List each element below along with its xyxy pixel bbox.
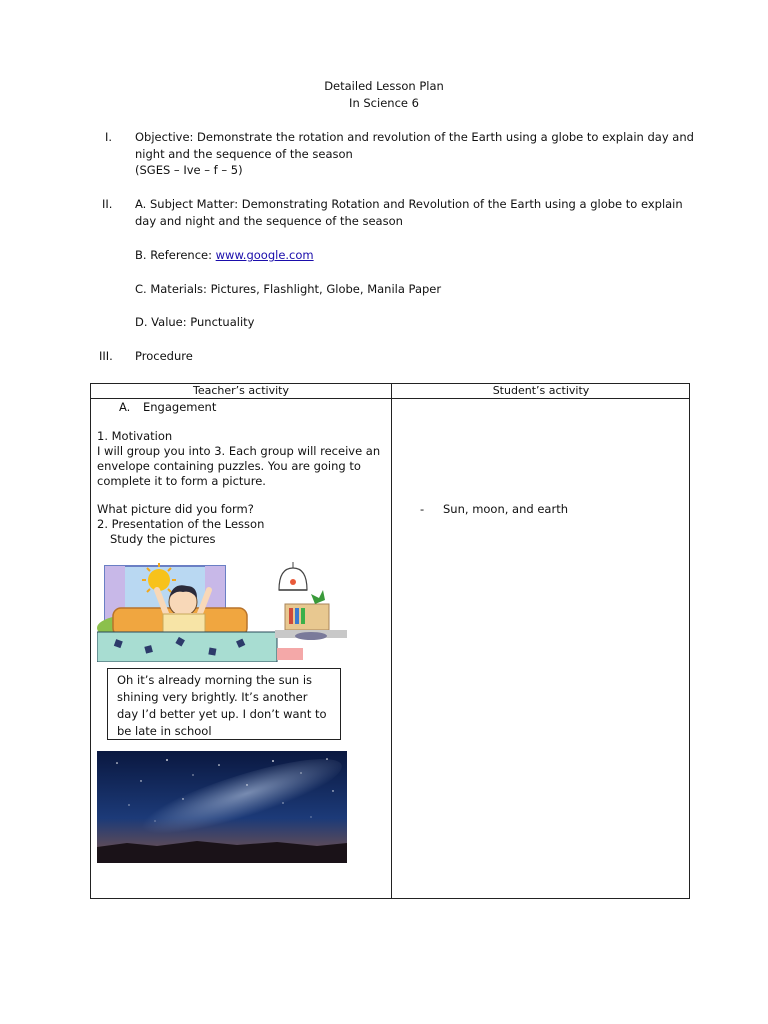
morning-caption-box: Oh it’s already morning the sun is shining very brightly. It’s another day I’d better yet up. I don’t want to be late in school [107, 668, 341, 740]
question-text: What picture did you form? [97, 502, 254, 516]
header-divider [91, 398, 689, 399]
engagement-label: Engagement [143, 400, 217, 414]
value-line: D. Value: Punctuality [135, 315, 255, 329]
section-numeral-subject: II. [102, 197, 113, 211]
motivation-heading: 1. Motivation [97, 429, 173, 443]
header-teacher-activity: Teacher’s activity [193, 384, 289, 397]
subject-matter-line-2: day and night and the sequence of the season [135, 214, 403, 228]
document-subtitle: In Science 6 [349, 96, 419, 110]
student-answer-bullet: - [420, 502, 425, 516]
lesson-table [90, 383, 690, 899]
section-numeral-objective: I. [105, 130, 113, 144]
morning-bedroom-image [97, 560, 347, 662]
reference-label: B. Reference: [135, 248, 216, 262]
procedure-label: Procedure [135, 349, 193, 363]
night-sky-image [97, 751, 347, 863]
motivation-line-1: I will group you into 3. Each group will receive an [97, 444, 381, 458]
objective-line-1: Objective: Demonstrate the rotation and revolution of the Earth using a globe to explain day and [135, 130, 694, 144]
column-divider [391, 384, 392, 898]
motivation-line-3: complete it to form a picture. [97, 474, 266, 488]
presentation-heading: 2. Presentation of the Lesson [97, 517, 265, 531]
section-numeral-procedure: III. [99, 349, 113, 363]
motivation-line-2: envelope containing puzzles. You are going to [97, 459, 361, 473]
document-title: Detailed Lesson Plan [324, 79, 444, 93]
engagement-letter: A. [119, 400, 131, 414]
study-pictures-text: Study the pictures [110, 532, 216, 546]
reference-line [135, 248, 314, 262]
reference-link[interactable]: www.google.com [215, 248, 314, 262]
materials-line: C. Materials: Pictures, Flashlight, Globe, Manila Paper [135, 282, 442, 296]
sun-icon [148, 569, 170, 591]
objective-code: (SGES – Ive – f – 5) [135, 163, 243, 177]
student-answer-text: Sun, moon, and earth [443, 502, 569, 516]
objective-line-2: night and the sequence of the season [135, 147, 353, 161]
subject-matter-line-1: A. Subject Matter: Demonstrating Rotation and Revolution of the Earth using a globe to explain [135, 197, 683, 211]
header-student-activity: Student’s activity [492, 384, 590, 397]
